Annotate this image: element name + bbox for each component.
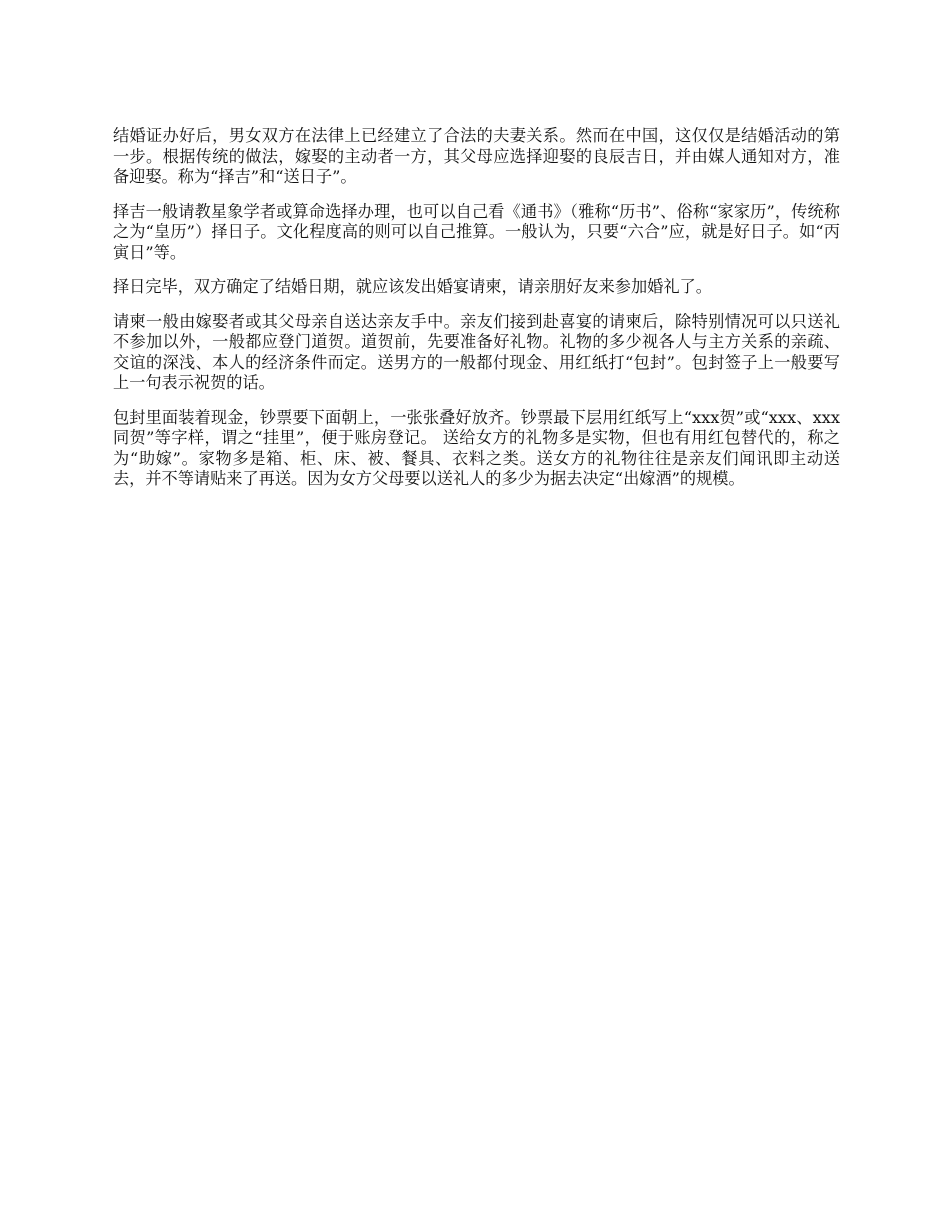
paragraph-3: 择日完毕，双方确定了结婚日期，就应该发出婚宴请柬，请亲朋好友来参加婚礼了。 bbox=[113, 277, 712, 296]
paragraph-1: 结婚证办好后，男女双方在法律上已经建立了合法的夫妻关系。然而在中国，这仅仅是结婚活动的第一步。根据传统的做法，嫁娶的主动者一方，其父母应选择迎娶的良辰吉日，并由媒人通知对方，准备迎娶。称为“择吉”和“送日子”。 bbox=[113, 126, 840, 186]
paragraph-2: 择吉一般请教星象学者或算命选择办理，也可以自己看《通书》（雅称“历书”、俗称“家家历”，传统称之为“皇历”）择日子。文化程度高的则可以自己推算。一般认为，只要“六合”应，就是好日子。如“丙寅日”等。 bbox=[113, 201, 840, 262]
paragraph-5: 包封里面装着现金，钞票要下面朝上，一张张叠好放齐。钞票最下层用红纸写上“xxx贺”或“xxx、xxx 同贺”等字样，谓之“挂里”，便于账房登记。 送给女方的礼物多是实物，但也有用红包替代的，称之为“助嫁”。家物多是箱、柜、床、被、餐具、衣料之类。送女方的礼物往往是亲友们闻讯即主动送去，并不等请贴来了再送。因为女方父母要以送礼人的多少为据去决定“出嫁酒”的规模。 bbox=[113, 407, 840, 488]
paragraph-4: 请柬一般由嫁娶者或其父母亲自送达亲友手中。亲友们接到赴喜宴的请柬后，除特别情况可以只送礼不参加以外，一般都应登门道贺。道贺前，先要准备好礼物。礼物的多少视各人与主方关系的亲疏、交谊的深浅、本人的经济条件而定。送男方的一般都付现金、用红纸打“包封”。包封签子上一般要写上一句表示祝贺的话。 bbox=[113, 311, 840, 392]
document-body bbox=[113, 126, 840, 504]
